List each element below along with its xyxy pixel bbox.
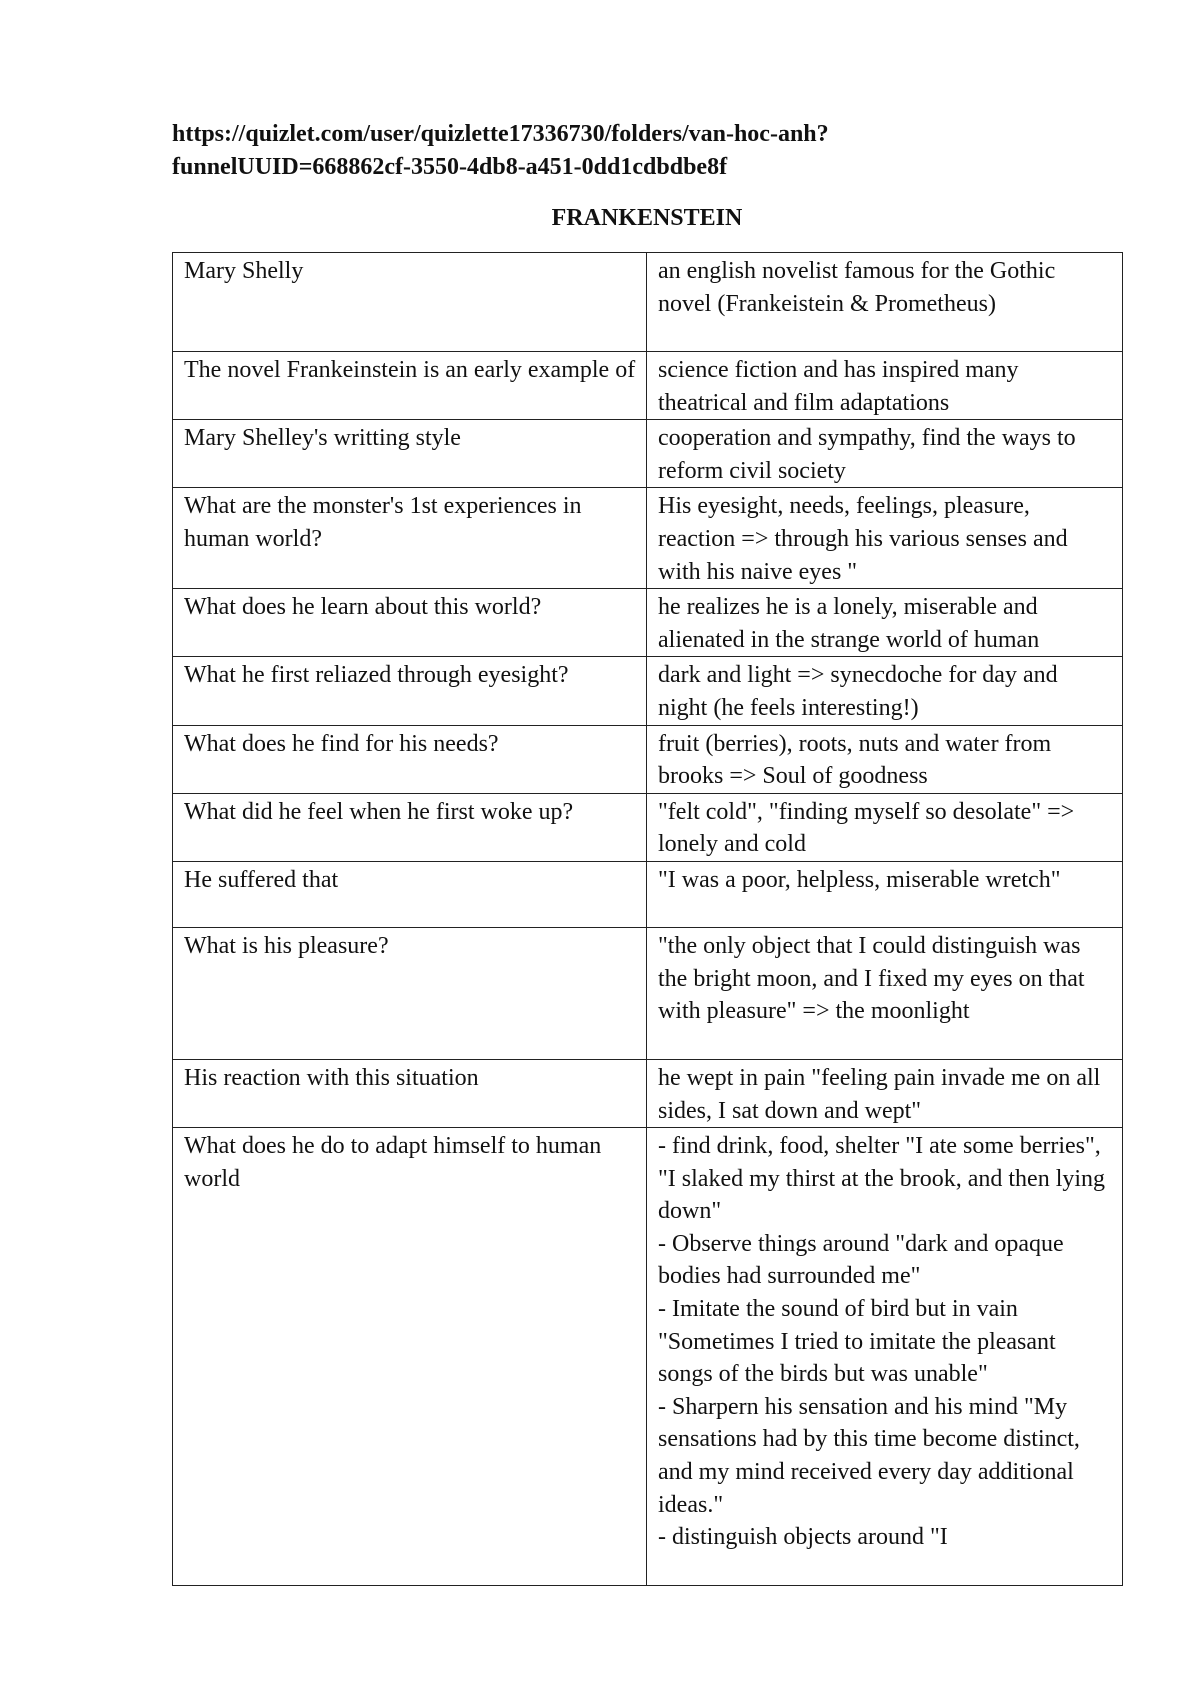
term-text: What did he feel when he first woke up? <box>184 798 574 825</box>
definition-cell <box>647 1059 1123 1127</box>
source-url-line-2[interactable]: funnelUUID=668862cf-3550-4db8-a451-0dd1cdbdbe8f <box>172 154 728 180</box>
table-row <box>173 352 1123 420</box>
term-text: What does he learn about this world? <box>184 594 542 621</box>
definition-cell <box>647 793 1123 861</box>
table-row <box>173 1059 1123 1127</box>
term-text: What does he do to adapt himself to human world <box>184 1133 602 1192</box>
definition-text: an english novelist famous for the Gothic novel (Frankeistein & Prometheus) <box>658 258 1056 317</box>
source-url-line-1[interactable]: https://quizlet.com/user/quizlette17336730/folders/van-hoc-anh? <box>172 121 829 147</box>
definition-text: science fiction and has inspired many theatrical and film adaptations <box>658 357 1019 416</box>
term-cell <box>173 793 647 861</box>
term-cell <box>173 1128 647 1586</box>
term-cell <box>173 253 647 352</box>
term-cell <box>173 927 647 1059</box>
definition-cell <box>647 589 1123 657</box>
table-row <box>173 793 1123 861</box>
term-cell <box>173 488 647 589</box>
definition-cell <box>647 488 1123 589</box>
document-title: FRANKENSTEIN <box>551 205 743 231</box>
table-row <box>173 589 1123 657</box>
table-row <box>173 657 1123 725</box>
definition-text: "I was a poor, helpless, miserable wretch" <box>658 866 1061 893</box>
term-text: He suffered that <box>184 866 339 893</box>
definition-text: - find drink, food, shelter "I ate some berries", "I slaked my thirst at the brook, and then lying down" - Observe things around "dark and opaque bodies had surrounded me" - Imitate the sound of bird but in vain "Sometimes I tried to imitate the pleasant songs of the birds but was unable" - Sharpern his sensation and his mind "My sensations had by this time become distinct, and my mind received every day additional ideas." - distinguish objects around "I <box>658 1133 1106 1551</box>
definition-text: dark and light => synecdoche for day and night (he feels interesting!) <box>658 662 1058 721</box>
term-text: His reaction with this situation <box>184 1064 479 1091</box>
term-cell <box>173 589 647 657</box>
term-text: Mary Shelly <box>184 258 304 284</box>
term-text: The novel Frankeinstein is an early example of <box>184 357 636 383</box>
table-row <box>173 488 1123 589</box>
definition-text: cooperation and sympathy, find the ways to reform civil society <box>658 425 1076 484</box>
definition-text: he wept in pain "feeling pain invade me on all sides, I sat down and wept" <box>658 1064 1101 1124</box>
definition-text: "felt cold", "finding myself so desolate" => lonely and cold <box>658 798 1075 858</box>
term-text: What he first reliazed through eyesight? <box>184 662 569 689</box>
term-text: What is his pleasure? <box>184 932 389 959</box>
term-text: Mary Shelley's writting style <box>184 425 461 452</box>
term-cell <box>173 861 647 927</box>
table-row <box>173 725 1123 793</box>
definition-text: His eyesight, needs, feelings, pleasure, reaction => through his various senses and with his naive eyes " <box>658 493 1068 585</box>
table-row <box>173 927 1123 1059</box>
definition-text: he realizes he is a lonely, miserable and alienated in the strange world of human <box>658 594 1040 653</box>
term-cell <box>173 352 647 420</box>
definition-cell <box>647 420 1123 488</box>
definition-text: fruit (berries), roots, nuts and water from brooks => Soul of goodness <box>658 730 1052 790</box>
term-text: What does he find for his needs? <box>184 730 499 757</box>
flashcard-table <box>172 252 1123 1586</box>
term-text: What are the monster's 1st experiences in human world? <box>184 493 582 552</box>
definition-cell <box>647 1128 1123 1586</box>
definition-cell <box>647 657 1123 725</box>
term-cell <box>173 1059 647 1127</box>
definition-cell <box>647 352 1123 420</box>
table-row <box>173 861 1123 927</box>
source-url[interactable] <box>172 118 1112 184</box>
definition-cell <box>647 927 1123 1059</box>
definition-cell <box>647 253 1123 352</box>
definition-cell <box>647 861 1123 927</box>
definition-cell <box>647 725 1123 793</box>
term-cell <box>173 420 647 488</box>
table-row <box>173 253 1123 352</box>
term-cell <box>173 657 647 725</box>
definition-text: "the only object that I could distinguish was the bright moon, and I fixed my eyes on that with pleasure" => the moonlight <box>658 932 1085 1025</box>
term-cell <box>173 725 647 793</box>
table-row <box>173 420 1123 488</box>
table-row <box>173 1128 1123 1586</box>
